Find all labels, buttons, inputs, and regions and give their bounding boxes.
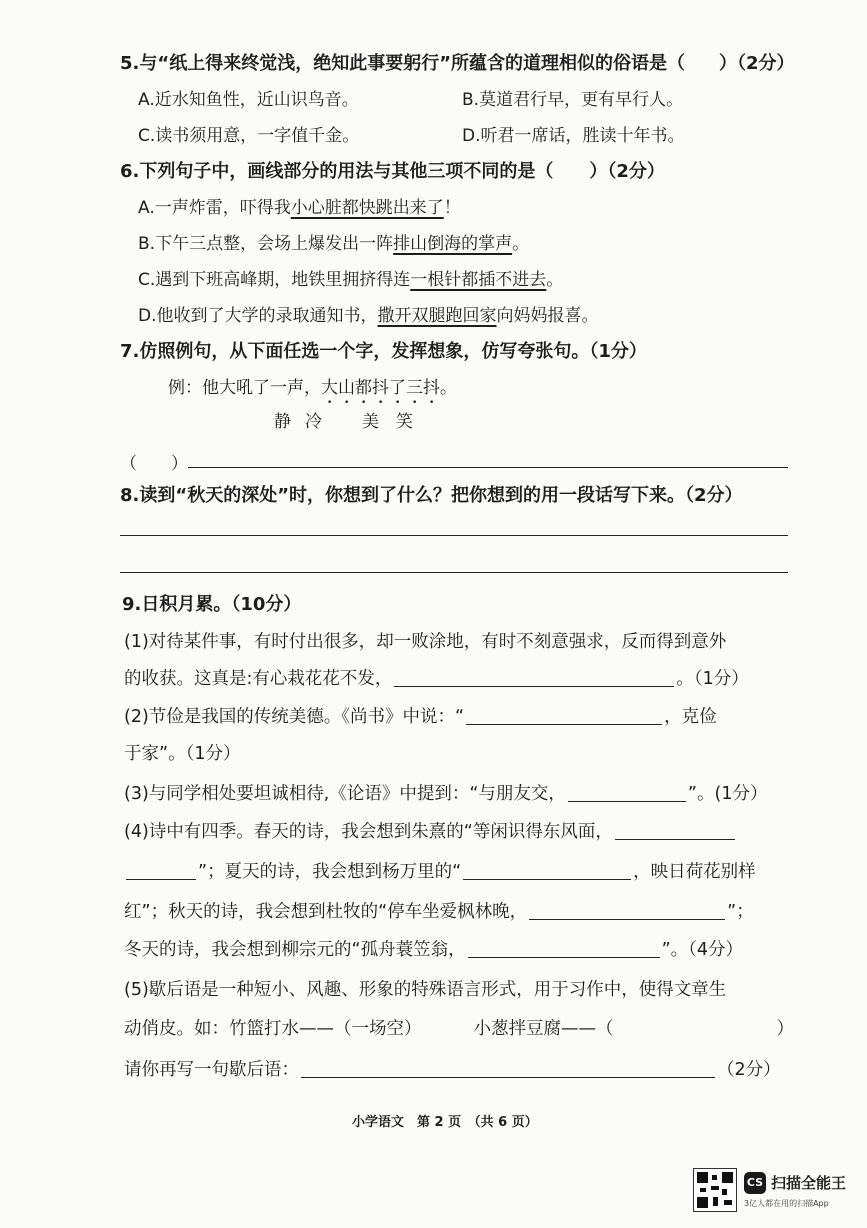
q7-example-dotted: 大山都抖了三抖 <box>321 378 440 398</box>
q6-option-a: A.一声炸雷，吓得我小心脏都快跳出来了！ <box>138 198 461 218</box>
page-footer: 小学语文 第 2 页 （共 6 页） <box>352 1115 538 1130</box>
camscanner-logo-icon: CS <box>744 1172 766 1194</box>
q8-stem: 8.读到“秋天的深处”时，你想到了什么？把你想到的用一段话写下来。（2分） <box>120 485 743 506</box>
q9-3-line: (3)与同学相处要坦诚相待,《论语》中提到：“与朋友交， ”。(1分） <box>124 784 768 804</box>
q9-2-blank[interactable] <box>466 706 662 725</box>
q9-4-blank-3[interactable] <box>529 901 725 920</box>
brand-tagline: 3亿人都在用的扫描App <box>744 1199 829 1208</box>
q9-4-line-3: 红”；秋天的诗，我会想到杜牧的“停车坐爱枫林晚， ”； <box>124 902 754 922</box>
q6-option-c: C.遇到下班高峰期，地铁里拥挤得连一根针都插不进去。 <box>138 270 564 290</box>
q5-option-c: C.读书须用意，一字值千金。 <box>138 126 360 146</box>
q6-option-b: B.下午三点整，会场上爆发出一阵排山倒海的掌声。 <box>138 234 530 254</box>
q9-stem: 9.日积月累。（10分） <box>122 594 302 615</box>
q9-5-line-1: (5)歇后语是一种短小、风趣、形象的特殊语言形式，用于习作中，使得文章生 <box>124 980 727 1000</box>
q9-4-blank-1a[interactable] <box>615 821 735 840</box>
q6-b-underlined: 排山倒海的掌声 <box>393 234 513 254</box>
q7-char-3: 美 <box>362 412 379 432</box>
q9-1-line-1: (1)对待某件事，有时付出很多，却一败涂地，有时不刻意强求，反而得到意外 <box>124 632 727 652</box>
q5-option-b: B.莫道君行早，更有早行人。 <box>462 90 684 110</box>
q9-5-line-2: 动俏皮。如：竹篮打水——（一场空） 小葱拌豆腐——（ ） <box>124 1019 794 1039</box>
q7-char-1: 静 <box>274 412 291 432</box>
q7-char-2: 冷 <box>305 412 322 432</box>
q5-stem: 5.与“纸上得来终觉浅，绝知此事要躬行”所蕴含的道理相似的俗语是（ ）（2分） <box>120 53 795 74</box>
q7-char-choice: （ ） <box>120 454 188 474</box>
q6-stem: 6.下列句子中，画线部分的用法与其他三项不同的是（ ）（2分） <box>120 161 665 182</box>
q9-5-line-3: 请你再写一句歇后语： （2分） <box>124 1060 781 1080</box>
q9-1-line-2: 的收获。这真是:有心栽花花不发， 。（1分） <box>124 669 749 689</box>
q9-2-line-2: 于家”。（1分） <box>124 744 241 764</box>
q9-4-line-4: 冬天的诗，我会想到柳宗元的“孤舟蓑笠翁， ”。（4分） <box>124 940 744 960</box>
q7-char-4: 笑 <box>396 412 413 432</box>
q9-4-blank-1b[interactable] <box>126 861 196 880</box>
q9-2-line-1: (2)节俭是我国的传统美德。《尚书》中说：“ ，克俭 <box>124 707 717 727</box>
q9-4-blank-2[interactable] <box>463 861 631 880</box>
q5-option-d: D.听君一席话，胜读十年书。 <box>462 126 685 146</box>
qr-code-icon <box>693 1168 737 1212</box>
q6-d-underlined: 撒开双腿跑回家 <box>377 306 497 326</box>
q6-c-underlined: 一根针都插不进去 <box>410 270 547 290</box>
q5-option-a: A.近水知鱼性，近山识鸟音。 <box>138 90 359 110</box>
q7-answer-line[interactable] <box>188 467 788 468</box>
q6-option-d: D.他收到了大学的录取通知书，撒开双腿跑回家向妈妈报喜。 <box>138 306 599 326</box>
q8-answer-line-2[interactable] <box>120 572 788 573</box>
q9-1-blank[interactable] <box>394 668 674 687</box>
brand-name: 扫描全能王 <box>771 1174 847 1192</box>
q7-example: 例：他大吼了一声，大山都抖了三抖。 <box>168 378 457 398</box>
q6-a-underlined: 小心脏都快跳出来了 <box>290 198 444 218</box>
q8-answer-line-1[interactable] <box>120 535 788 536</box>
q7-stem: 7.仿照例句，从下面任选一个字，发挥想象，仿写夸张句。（1分） <box>120 341 647 362</box>
q9-3-blank[interactable] <box>568 783 686 802</box>
q9-4-line-1: (4)诗中有四季。春天的诗，我会想到朱熹的“等闲识得东风面， <box>124 820 737 844</box>
q9-5-blank[interactable] <box>301 1059 715 1078</box>
q9-4-line-2: ”；夏天的诗，我会想到杨万里的“ ，映日荷花别样 <box>124 860 756 884</box>
q9-4-blank-4[interactable] <box>468 939 660 958</box>
